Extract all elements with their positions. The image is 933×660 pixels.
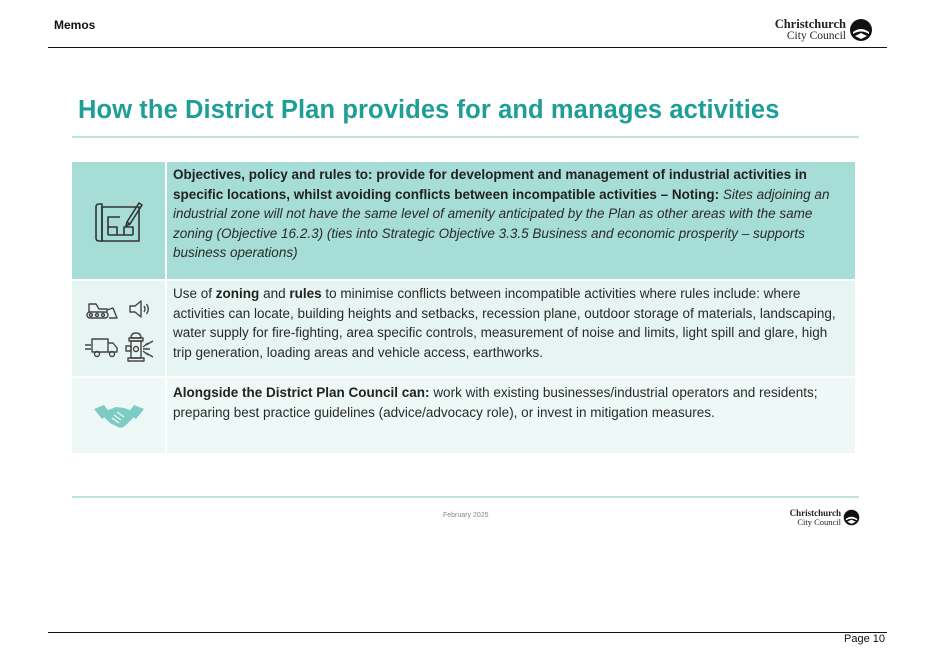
row-body: to minimise conflicts between incompatible activities where rules include: where activities can locate, building heights and setbacks, recession plane, outdoor storage of materials, landscaping, water supply for fire-fighting, area specific controls, measurement of noise and limits, light spill and glare, high trip generation, loading areas and vehicle access, earthworks.: [173, 286, 836, 360]
row-keyword-rules: rules: [289, 286, 322, 301]
logo-line-1: Christchurch: [774, 17, 846, 31]
council-logo: [775, 18, 873, 42]
footer-logo-line-2: City Council: [797, 517, 841, 527]
speaker-icon: [127, 298, 151, 320]
row-heading: Alongside the District Plan Council can:: [173, 385, 430, 400]
header-rule: [48, 47, 887, 48]
row-icon-cell: [72, 162, 167, 279]
row-heading: Objectives, policy and rules to: provide for development and management of industrial activities in specific locations, whilst avoiding conflicts between incompatible activities – Noting:: [173, 167, 807, 202]
bulldozer-icon: [83, 298, 119, 320]
row-prefix: Use of: [173, 286, 213, 301]
cathedral-emblem-icon: [849, 18, 873, 42]
row-note: Sites adjoining an industrial zone will not have the same level of amenity anticipated by the Plan as other areas with the same zoning (Objective 16.2.3) (ties into Strategic Objective 3.3.5 Business and economic prosperity – supports business operations): [173, 186, 830, 260]
row-connector: and: [263, 286, 286, 301]
footer-rule: [48, 632, 887, 633]
slide-title: How the District Plan provides for and manages activities: [78, 96, 780, 124]
row-text: [167, 162, 855, 279]
logo-line-2: City Council: [786, 29, 846, 42]
footer-date: February 2025: [443, 512, 489, 519]
table-row: [72, 281, 855, 378]
fire-hydrant-icon: [122, 330, 156, 364]
memo-header-title: Memos: [54, 18, 96, 32]
handshake-icon: [92, 401, 146, 431]
truck-icon: [83, 335, 119, 359]
row-text: [167, 281, 855, 376]
table-row: [72, 162, 855, 281]
activities-table: [72, 162, 855, 455]
footer-logo-line-1: Christchurch: [789, 508, 841, 518]
plan-drawing-icon: [93, 198, 145, 244]
cathedral-emblem-icon: [843, 509, 860, 526]
row-icon-cell: [72, 281, 167, 376]
row-keyword-zoning: zoning: [215, 286, 260, 301]
row-icon-cell: [72, 378, 167, 453]
title-underline: [72, 136, 859, 138]
row-body: work with existing businesses/industrial operators and residents; preparing best practice guidelines (advice/advocacy role), or invest in mitigation measures.: [173, 385, 818, 420]
table-row: [72, 378, 855, 455]
page-number: Page 10: [844, 633, 885, 645]
footer-divider: [72, 496, 859, 498]
row-text: [167, 378, 855, 453]
footer-council-logo: [790, 509, 860, 527]
